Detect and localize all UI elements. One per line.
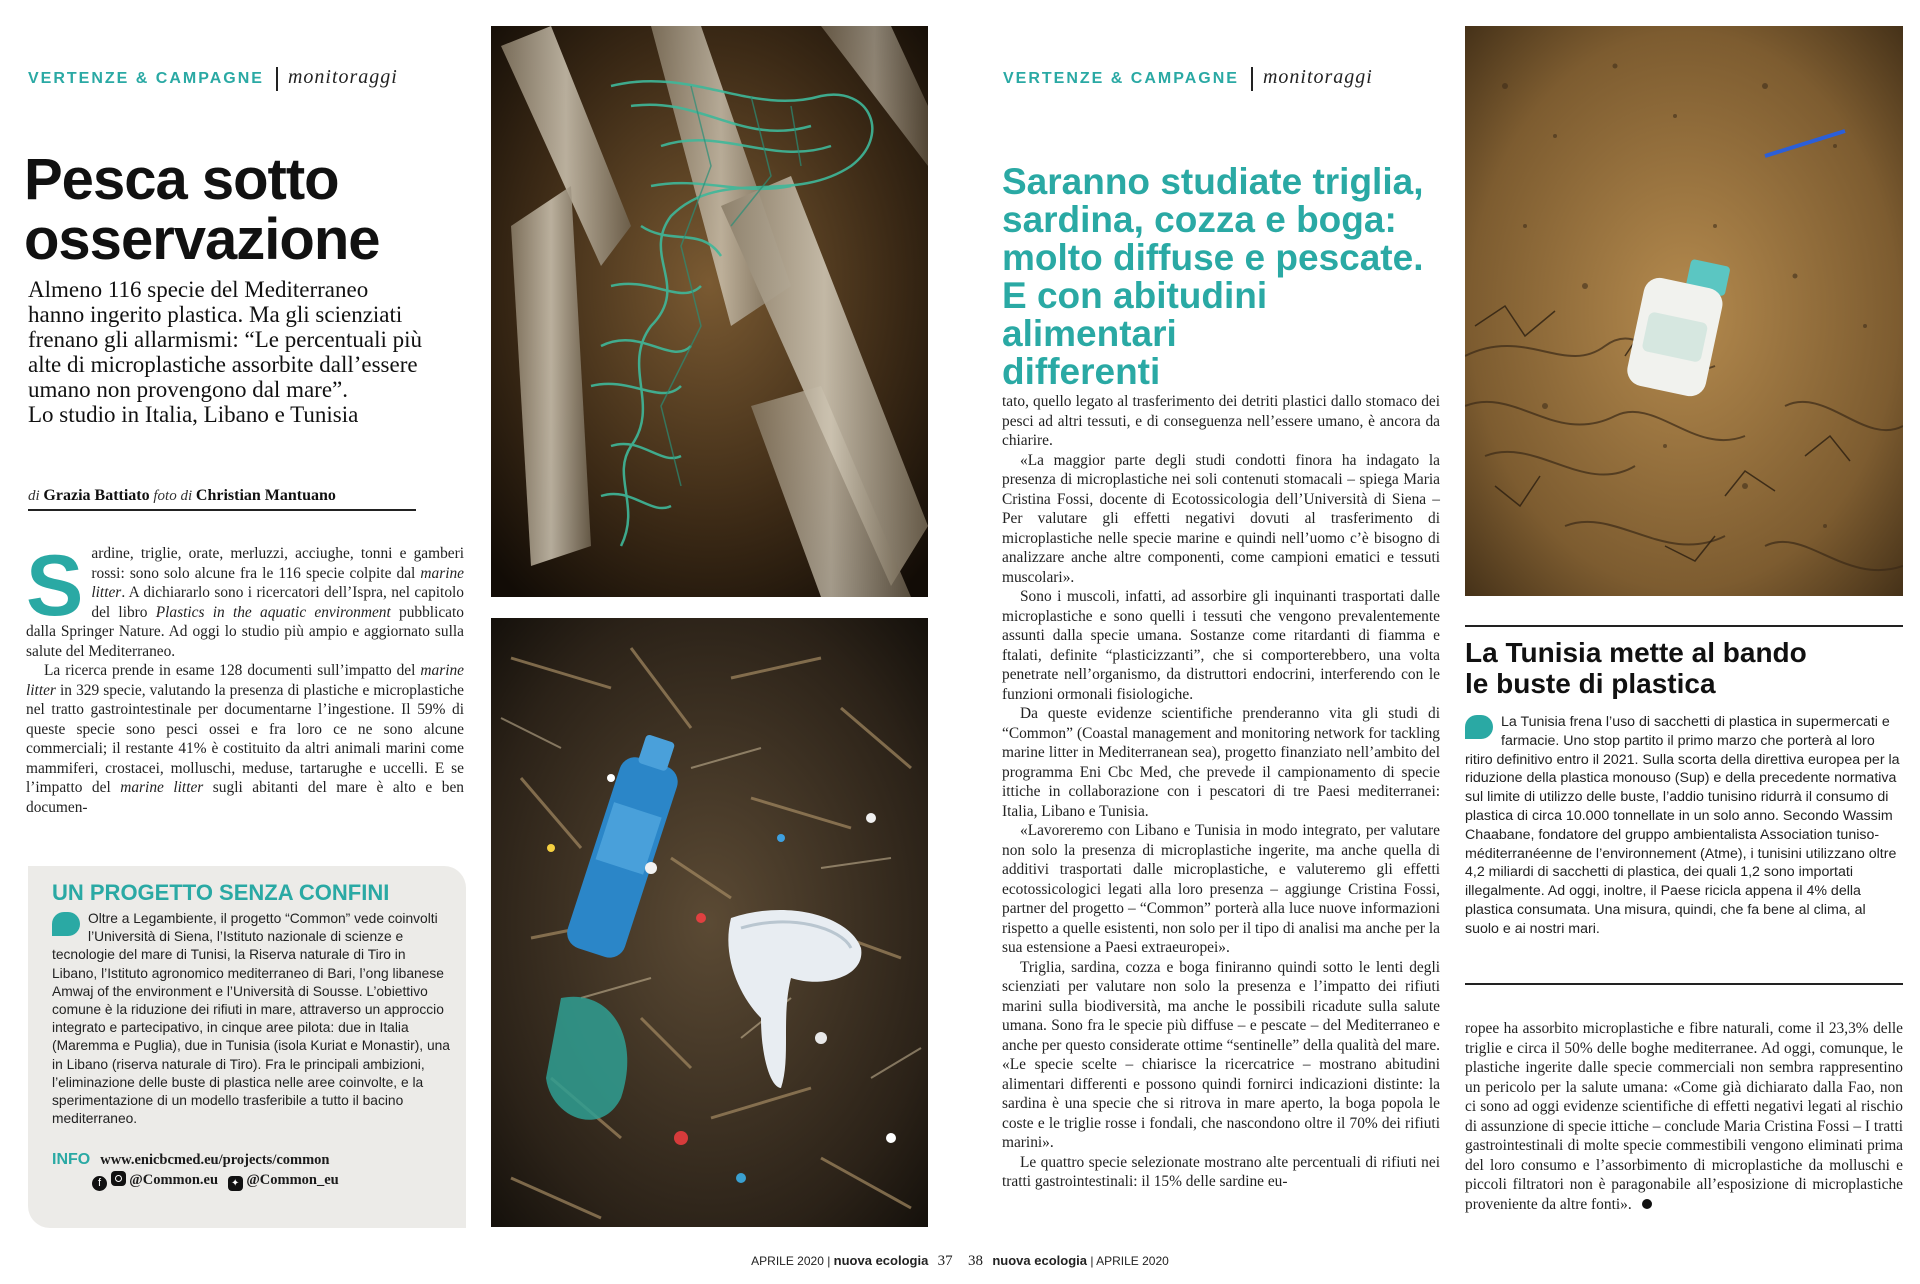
- standfirst-line: alte di microplastiche assorbite dall’essere: [28, 352, 418, 377]
- social-handle-facebook-instagram[interactable]: @Common.eu: [129, 1172, 219, 1189]
- box-body: Oltre a Legambiente, il progetto “Common” vede coinvolti l’Università di Siena, l’Istituto nazionale di scienze e tecnologie del mare di Tunisi, la Riserva naturale di Tiro in Libano, l’Istituto agronomico mediterraneo di Bari, l’ong libanese Amwaj of the environment e l’Università di Sousse. L’obiettivo comune è la riduzione dei rifiuti in mare, attraverso un approccio integrato e partecipativo, in cinque aree pilota: due in Italia (Maremma e Puglia), due in Tunisia (isola Kuriat e Monastir), una in Libano (riserva naturale di Tiro). Fra le principali ambizioni, l’eliminazione delle buste di plastica nelle aree coinvolte, e la sperimentazione di un modello trasferibile a tutto il bacino mediterraneo.: [52, 911, 450, 1127]
- headline-line: Saranno studiate triglia,: [1002, 161, 1424, 202]
- left-body-column: [26, 538, 464, 817]
- photo-plastic-debris: [491, 618, 928, 1227]
- footer-brand-left: nuova ecologia: [833, 1253, 929, 1268]
- teal-bullet-icon: [52, 912, 80, 936]
- page-footer: APRILE 2020 | nuova ecologia 37 38 nuova ecologia | APRILE 2020: [751, 1253, 1169, 1269]
- footer-month-left: APRILE 2020: [751, 1254, 824, 1268]
- standfirst-line: hanno ingerito plastica. Ma gli scienziati: [28, 302, 403, 327]
- body-paragraph: Le quattro specie selezionate mostrano alte percentuali di rifiuti nei tratti gastrointestinali: il 15% delle sardine eu-: [1002, 1153, 1440, 1190]
- body-paragraph: Triglia, sardina, cozza e boga finiranno quindi sotto le lenti degli scienziati per valutare non solo la presenza e l’impatto dei rifiuti marini sulla biodiversità, ma anche le possibili ricadute sulla salute umana. Sono fra le specie più diffuse – e pescate – del Mediterraneo e anche per questo considerate ottime “sentinelle” della qualità del mare. «Le specie scelte – chiarisce la ricercatrice – mostrano abitudini alimentari differenti e possono quindi fornirci indicazioni distinte: la sardina è una specie che si ritrova in mare aperto, la boga popola le coste e le triglie rosse i fondali, che nascondono oltre il 70% dei rifiuti marini».: [1002, 958, 1440, 1151]
- standfirst-line: Almeno 116 specie del Mediterraneo: [28, 277, 369, 302]
- kicker-text: VERTENZE & CAMPAGNE: [1003, 70, 1239, 87]
- sidebar-body: La Tunisia frena l’uso di sacchetti di plastica in supermercati e farmacie. Uno stop partito il primo marzo che porterà al loro ritiro definitivo entro il 2021. Sulla scorta della direttiva europea per la riduzione della plastica monouso (Sup) e della precedente normativa sul limite di utilizzo delle buste, l’addio tunisino ridurrà il consumo di plastica di circa 10.000 tonnellate in un solo anno. Secondo Wassim Chaabane, fondatore del gruppo ambientalista Association tuniso-méditerranéenne de l’environnement (Atme), i tunisini utilizzano oltre 4,2 miliardi di sacchetti di plastica, dei quali 1,2 sono importati illegalmente. Ad oggi, inoltre, il Paese ricicla appena il 4% della plastica consumata. Una misura, quindi, che fa bene al clima, al suolo e ai nostri mari.: [1465, 714, 1900, 937]
- body-paragraph: «Lavoreremo con Libano e Tunisia in modo integrato, per valutare non solo la presenza di microplastiche ingerite, ma anche quella di additivi trasportati dalle microplastiche, e valuteremo gli effetti ecotossicologici legati alla loro presenza – aggiunge Cristina Fossi, partner del progetto – “Common” porterà alla luce nuove informazioni rispetto a quelle esistenti, non solo per il tipo di analisi ma anche per la sua estensione a Paesi extraeuropei».: [1002, 822, 1440, 956]
- body-paragraph: ropee ha assorbito microplastiche e fibre naturali, come il 23,3% delle triglie e circa il 50% delle boghe mediterranee. Ad oggi, comunque, le plastiche ingerite dalle specie commerciali non sembra rappresentino un pericolo per la salute umana: «Come già dichiarato dalla Fao, non ci sono ad oggi evidenze scientifiche di effetti negativi legati al rischio di assunzione di specie ittiche – conclude Maria Cristina Fossi – I tratti gastrointestinali di molte specie commestibili vengono eliminati prima del loro consumo e l’assorbimento di microplastiche da molluschi e piccoli filtratori non è paragonabile all’esposizione di microplastiche proveniente da altre fonti».: [1465, 1020, 1903, 1213]
- body-paragraph: Sono i muscoli, infatti, ad assorbire gli inquinanti trasportati dalle microplastiche e sono quelli i tessuti che vengono prevalentemente assunti dalla specie umana. Sostanze come ritardanti di fiamma e ftalati, definite “plasticizzanti”, che si comporterebbero, una volta penetrate nell’organismo, da distruttori endocrini, interferendo con le funzioni ormonali fisiologiche.: [1002, 588, 1440, 703]
- tunisia-sidebar: [1465, 625, 1903, 939]
- standfirst-line: frenano gli allarmismi: “Le percentuali più: [28, 327, 423, 352]
- footer-month-right: APRILE 2020: [1096, 1254, 1169, 1268]
- page-number-left: 37: [937, 1253, 953, 1269]
- box-title: UN PROGETTO SENZA CONFINI: [52, 880, 390, 905]
- article-title: [24, 147, 464, 272]
- sidebar-title-line: le buste di plastica: [1465, 668, 1716, 699]
- sidebar-title: [1465, 637, 1903, 699]
- kicker-subsection: monitoraggi: [1262, 66, 1373, 88]
- body-paragraph: La ricerca prende in esame 128 documenti sull’impatto del marine litter in 329 specie, valutando la presenza di plastiche e microplastiche nel tratto gastrointestinale per documentarne l’ingestione. Il 59% di queste specie sono pesci ossei e fra loro ce ne sono alcune commerciali; il restante 41% è costituito da altri animali marini come mammiferi, crostacei, molluschi, meduse, tartarughe e uccelli. E se l’impatto del marine litter sugli abitanti del mare è alto e ben documen-: [26, 662, 464, 816]
- kicker-divider: [1251, 67, 1253, 91]
- footer-brand-right: nuova ecologia: [992, 1253, 1087, 1268]
- right-body-column-2: [1465, 1019, 1903, 1214]
- drop-cap: S: [26, 538, 84, 634]
- right-body-column: [1002, 392, 1440, 1192]
- byline-photographer: Christian Mantuano: [195, 487, 336, 504]
- page-number-right: 38: [968, 1253, 983, 1269]
- body-paragraph: Da queste evidenze scientifiche prenderanno vita gli studi di “Common” (Coastal management and monitoring network for tackling marine litter in Mediterranean sea), progetto finanziato nell’ambito del programma Eni Cbc Med, che prevede il campionamento di specie ittiche in collaborazione con i pescatori di tre Paesi mediterranei: Italia, Libano e Tunisia.: [1002, 705, 1440, 820]
- sidebar-title-line: La Tunisia mette al bando: [1465, 637, 1807, 668]
- facebook-icon[interactable]: f: [92, 1176, 107, 1191]
- body-paragraph: Sardine, triglie, orate, merluzzi, acciughe, tonni e gamberi rossi: sono solo alcune fra le 116 specie colpite dal marine litter. A dichiararlo sono i ricercatori dell’Ispra, nel capitolo del libro Plastics in the aquatic environment pubblicato dalla Springer Nature. Ad oggi lo studio più ampio e aggiornato sulla salute del Mediterraneo.: [26, 538, 464, 660]
- info-url-link[interactable]: www.enicbcmed.eu/projects/common: [100, 1152, 330, 1169]
- byline-author: Grazia Battiato: [43, 487, 150, 504]
- headline-line: E con abitudini alimentari: [1002, 275, 1268, 354]
- info-links: [52, 1150, 452, 1191]
- right-kicker: [1003, 66, 1373, 91]
- standfirst-line: Lo studio in Italia, Libano e Tunisia: [28, 402, 359, 427]
- title-line-1: Pesca sotto: [24, 147, 339, 212]
- right-headline: [1002, 163, 1442, 391]
- headline-line: differenti: [1002, 351, 1161, 392]
- byline-foto: foto di: [153, 488, 193, 504]
- title-line-2: osservazione: [24, 207, 380, 272]
- body-paragraph: tato, quello legato al trasferimento dei detriti plastici dallo stomaco dei pesci ad altri tessuti, e di conseguenza nell’essere umano, è ancora da chiarire.: [1002, 393, 1440, 449]
- social-handle-twitter[interactable]: @Common_eu: [246, 1172, 339, 1189]
- headline-line: molto diffuse e pescate.: [1002, 237, 1424, 278]
- photo-bottle-on-sand: [1465, 26, 1903, 596]
- instagram-icon[interactable]: [111, 1171, 126, 1186]
- end-mark-icon: [1642, 1199, 1652, 1209]
- info-box: [28, 866, 466, 1228]
- standfirst: [28, 277, 468, 427]
- kicker-text: VERTENZE & CAMPAGNE: [28, 70, 264, 87]
- sidebar-divider: [1465, 983, 1903, 985]
- headline-line: sardina, cozza e boga:: [1002, 199, 1397, 240]
- standfirst-line: umano non provengono dal mare”.: [28, 377, 348, 402]
- byline-di: di: [28, 488, 40, 504]
- info-label: INFO: [52, 1151, 91, 1169]
- left-kicker: [28, 66, 398, 91]
- kicker-subsection: monitoraggi: [287, 66, 398, 88]
- byline: [28, 487, 416, 511]
- photo-driftwood-net: [491, 26, 928, 597]
- body-paragraph: «La maggior parte degli studi condotti finora ha indagato la presenza di microplastiche nei soli contenuti stomacali – spiega Maria Cristina Fossi, docente di Ecotossicologia dell’Università di Siena – Per valutare gli effetti negativi dovuti al trasferimento di microplastiche nelle specie marine e quindi nell’uomo c’è bisogno di analizzare anche altre componenti, come campioni ematici e tessuti muscolari».: [1002, 451, 1440, 586]
- teal-bullet-icon: [1465, 715, 1493, 739]
- twitter-icon[interactable]: ✦: [228, 1176, 243, 1191]
- kicker-divider: [276, 67, 278, 91]
